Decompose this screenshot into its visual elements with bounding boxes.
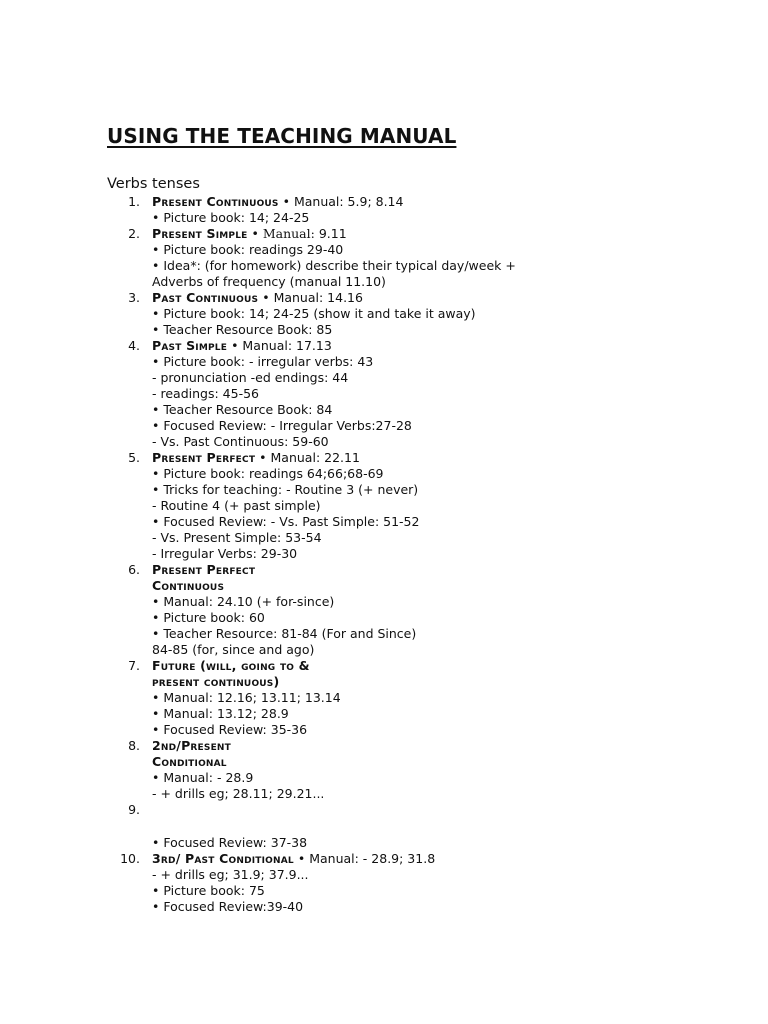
item-number: 3. [128, 290, 140, 305]
list-item [0, 562, 768, 658]
bullet-entry: • Focused Review: - Irregular Verbs:27-28 [152, 418, 412, 433]
tense-name: Past Simple [152, 338, 228, 353]
bullet-entry: • Teacher Resource Book: 85 [152, 322, 333, 337]
manual-reference: Manual: 17.13 [242, 338, 332, 353]
item-number: 8. [128, 738, 140, 753]
item-number: 10. [120, 851, 140, 866]
bullet-entry: • Picture book: 14; 24-25 (show it and take it away) [152, 306, 476, 321]
item-number: 7. [128, 658, 140, 673]
list-item [0, 851, 768, 915]
tense-heading: Past Simple • Manual: 17.13 [152, 338, 332, 353]
manual-reference: Manual: 22.11 [270, 450, 360, 465]
bullet-entry: • Manual: 12.16; 13.11; 13.14 [152, 690, 341, 705]
manual-reference: Manual: - 28.9; 31.8 [309, 851, 436, 866]
tense-name: 2nd/Present [152, 738, 232, 753]
bullet-entry: • Teacher Resource Book: 84 [152, 402, 333, 417]
sub-entry: - readings: 45-56 [152, 386, 259, 401]
item-number: 5. [128, 450, 140, 465]
list-item [0, 802, 768, 851]
list-item [0, 450, 768, 562]
tense-name: 3rd/ Past Conditional [152, 851, 294, 866]
list-item [0, 338, 768, 450]
tense-heading-continued: Continuous [152, 578, 225, 593]
sub-entry: - + drills eg; 28.11; 29.21... [152, 786, 325, 801]
tense-heading-continued: present continuous) [152, 674, 280, 689]
tense-name: Past Continuous [152, 290, 259, 305]
list-item [0, 738, 768, 802]
tense-heading: Present Simple • Manual: 9.11 [152, 226, 347, 241]
bullet-entry: • Picture book: readings 64;66;68-69 [152, 466, 384, 481]
sub-entry: - Vs. Past Continuous: 59-60 [152, 434, 329, 449]
manual-reference: 9.11 [318, 226, 347, 241]
tense-heading [0, 562, 768, 578]
bullet-entry: • Picture book: 14; 24-25 [152, 210, 310, 225]
tense-name: Present Simple [152, 226, 248, 241]
sub-entry: - pronunciation -ed endings: 44 [152, 370, 349, 385]
bullet-entry: • Picture book: - irregular verbs: 43 [152, 354, 374, 369]
section-heading: Verbs tenses [107, 176, 200, 192]
tense-heading [0, 738, 768, 754]
tense-name: Present Perfect [152, 562, 256, 577]
item-number: 9. [128, 802, 140, 817]
item-number: 2. [128, 226, 140, 241]
tense-heading: Present Perfect • Manual: 22.11 [152, 450, 360, 465]
item-number: 1. [128, 194, 140, 209]
page-title: USING THE TEACHING MANUAL [107, 124, 457, 148]
tense-list [0, 194, 768, 915]
tense-name: Present Continuous [152, 194, 279, 209]
sub-entry: - Vs. Present Simple: 53-54 [152, 530, 322, 545]
tense-heading: Present Continuous • Manual: 5.9; 8.14 [152, 194, 404, 209]
manual-label: Manual: [262, 226, 315, 241]
bullet-entry: • Focused Review: 37-38 [152, 835, 308, 850]
sub-entry: - Irregular Verbs: 29-30 [152, 546, 298, 561]
manual-reference: Manual: 14.16 [273, 290, 363, 305]
bullet-entry: • Manual: - 28.9 [152, 770, 254, 785]
bullet-entry: • Picture book: 60 [152, 610, 265, 625]
tense-heading: Past Continuous • Manual: 14.16 [152, 290, 363, 305]
bullet-entry: • Manual: 24.10 (+ for-since) [152, 594, 335, 609]
tense-name: Present Perfect [152, 450, 256, 465]
bullet-entry: • Idea*: (for homework) describe their typical day/week + [152, 258, 516, 273]
tense-heading: 3rd/ Past Conditional • Manual: - 28.9; 31.8 [152, 851, 436, 866]
bullet-entry: • Picture book: 75 [152, 883, 265, 898]
item-number: 4. [128, 338, 140, 353]
sub-entry: - + drills eg; 31.9; 37.9... [152, 867, 309, 882]
sub-entry: - Routine 4 (+ past simple) [152, 498, 321, 513]
list-item [0, 290, 768, 338]
list-item [0, 194, 768, 226]
tense-heading-continued: Conditional [152, 754, 227, 769]
manual-reference: Manual: 5.9; 8.14 [293, 194, 404, 209]
tense-heading [0, 658, 768, 674]
bullet-entry: • Picture book: readings 29-40 [152, 242, 344, 257]
list-item [0, 226, 768, 290]
sub-entry: Adverbs of frequency (manual 11.10) [152, 274, 386, 289]
list-item [0, 658, 768, 738]
bullet-entry: • Tricks for teaching: - Routine 3 (+ never) [152, 482, 419, 497]
bullet-entry: • Manual: 13.12; 28.9 [152, 706, 289, 721]
bullet-entry: • Focused Review:39-40 [152, 899, 304, 914]
bullet-entry: • Focused Review: 35-36 [152, 722, 308, 737]
sub-entry: 84-85 (for, since and ago) [152, 642, 315, 657]
item-number: 6. [128, 562, 140, 577]
bullet-entry: • Focused Review: - Vs. Past Simple: 51-52 [152, 514, 420, 529]
bullet-entry: • Teacher Resource: 81-84 (For and Since) [152, 626, 417, 641]
tense-name: Future (will, going to & [152, 658, 310, 673]
